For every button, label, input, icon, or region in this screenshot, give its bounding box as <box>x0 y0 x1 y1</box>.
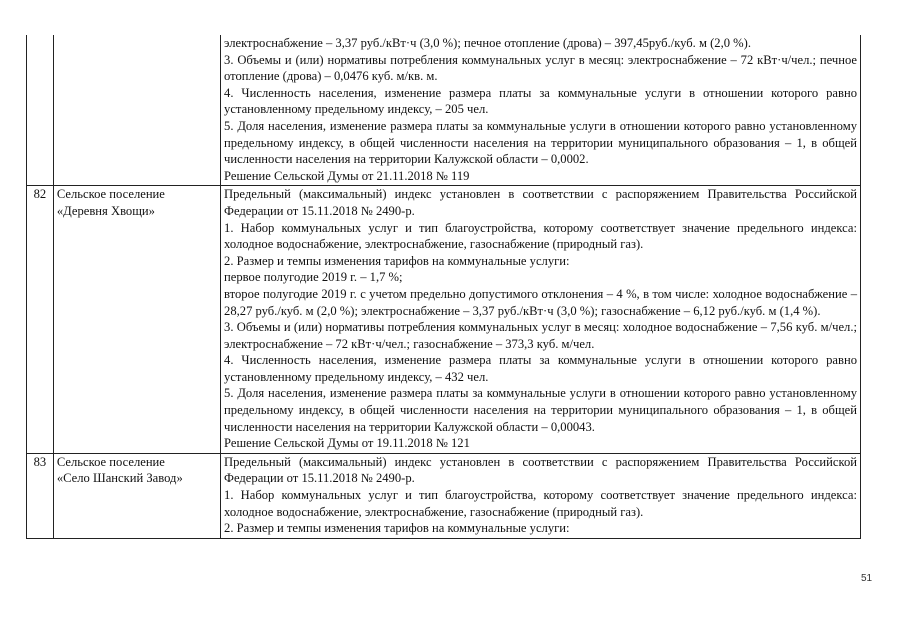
table-row <box>27 186 861 454</box>
row-number-cell: 83 <box>27 453 54 538</box>
description-paragraph: 3. Объемы и (или) нормативы потребления коммунальных услуг в месяц: электроснабжение – 72 кВт·ч/чел.; печное отопление (дрова) – 0,0476 куб. м/кв. м. <box>224 52 857 84</box>
settlement-name-line: Сельское поселение <box>56 187 165 202</box>
page-number: 51 <box>861 573 873 584</box>
row-number-cell <box>27 35 54 186</box>
description-paragraph: Предельный (максимальный) индекс установлен в соответствии с распоряжением Правительства Российской Федерации от 15.11.2018 № 2490-р. <box>224 454 857 486</box>
row-number-cell: 82 <box>27 186 54 454</box>
table-row <box>27 35 861 186</box>
description-paragraph: 2. Размер и темпы изменения тарифов на коммунальные услуги: <box>224 253 570 268</box>
description-paragraph: Предельный (максимальный) индекс установлен в соответствии с распоряжением Правительства Российской Федерации от 15.11.2018 № 2490-р. <box>224 187 857 218</box>
description-paragraph: 1. Набор коммунальных услуг и тип благоустройства, которому соответствует значение предельного индекса: холодное водоснабжение, электроснабжение, газоснабжение (природный газ). <box>224 488 857 519</box>
settlement-name-cell <box>53 35 220 186</box>
description-paragraph: 1. Набор коммунальных услуг и тип благоустройства, которому соответствует значение предельного индекса: холодное водоснабжение, электроснабжение, газоснабжение (природный газ). <box>224 220 857 252</box>
table-row <box>27 453 861 538</box>
description-paragraph: первое полугодие 2019 г. – 1,7 %; <box>224 270 403 285</box>
description-cell <box>221 186 861 454</box>
table-body <box>27 35 861 538</box>
description-paragraph: 5. Доля населения, изменение размера платы за коммунальные услуги в отношении которого равно установленному предельному индексу, в общей численности населения на территории муниципального образования – 1, в общей численности населения на территории Калужской области – 0,0002. <box>224 118 857 167</box>
description-paragraph: 3. Объемы и (или) нормативы потребления коммунальных услуг в месяц: холодное водоснабжение – 7,56 куб. м/чел.; электроснабжение – 72 кВт·ч/чел.; газоснабжение – 373,3 куб. м/чел. <box>224 320 857 351</box>
decision-reference: Решение Сельской Думы от 21.11.2018 № 119 <box>224 168 470 183</box>
description-cell <box>221 453 861 538</box>
description-paragraph: 2. Размер и темпы изменения тарифов на коммунальные услуги: <box>224 521 570 536</box>
tariff-table <box>26 35 861 539</box>
description-paragraph: второе полугодие 2019 г. с учетом предельно допустимого отклонения – 4 %, в том числе: холодное водоснабжение – 28,27 руб./куб. м (2,0 %); электроснабжение – 3,37 руб./кВт·ч (3,0 %); газоснабжение – 6,12 руб./куб. м (1,4 %). <box>224 286 857 318</box>
description-paragraph: электроснабжение – 3,37 руб./кВт·ч (3,0 %); печное отопление (дрова) – 397,45руб./куб. м (2,0 %). <box>224 36 752 50</box>
settlement-name-cell <box>53 186 220 454</box>
description-paragraph: 5. Доля населения, изменение размера платы за коммунальные услуги в отношении которого равно установленному предельному индексу, в общей численности населения на территории муниципального образования – 1, в общей численности населения на территории Калужской области – 0,00043. <box>224 386 857 434</box>
description-paragraph: 4. Численность населения, изменение размера платы за коммунальные услуги в отношении которого равно установленному предельному индексу, – 205 чел. <box>224 85 857 117</box>
description-cell <box>221 35 861 186</box>
settlement-name-cell <box>53 453 220 538</box>
decision-reference: Решение Сельской Думы от 19.11.2018 № 121 <box>224 436 470 451</box>
settlement-name-line: Сельское поселение <box>56 454 165 469</box>
settlement-name-line: «Село Шанский Завод» <box>56 471 183 486</box>
settlement-name-line: «Деревня Хвощи» <box>56 203 155 218</box>
description-paragraph: 4. Численность населения, изменение размера платы за коммунальные услуги в отношении которого равно установленному предельному индексу, – 432 чел. <box>224 353 857 384</box>
